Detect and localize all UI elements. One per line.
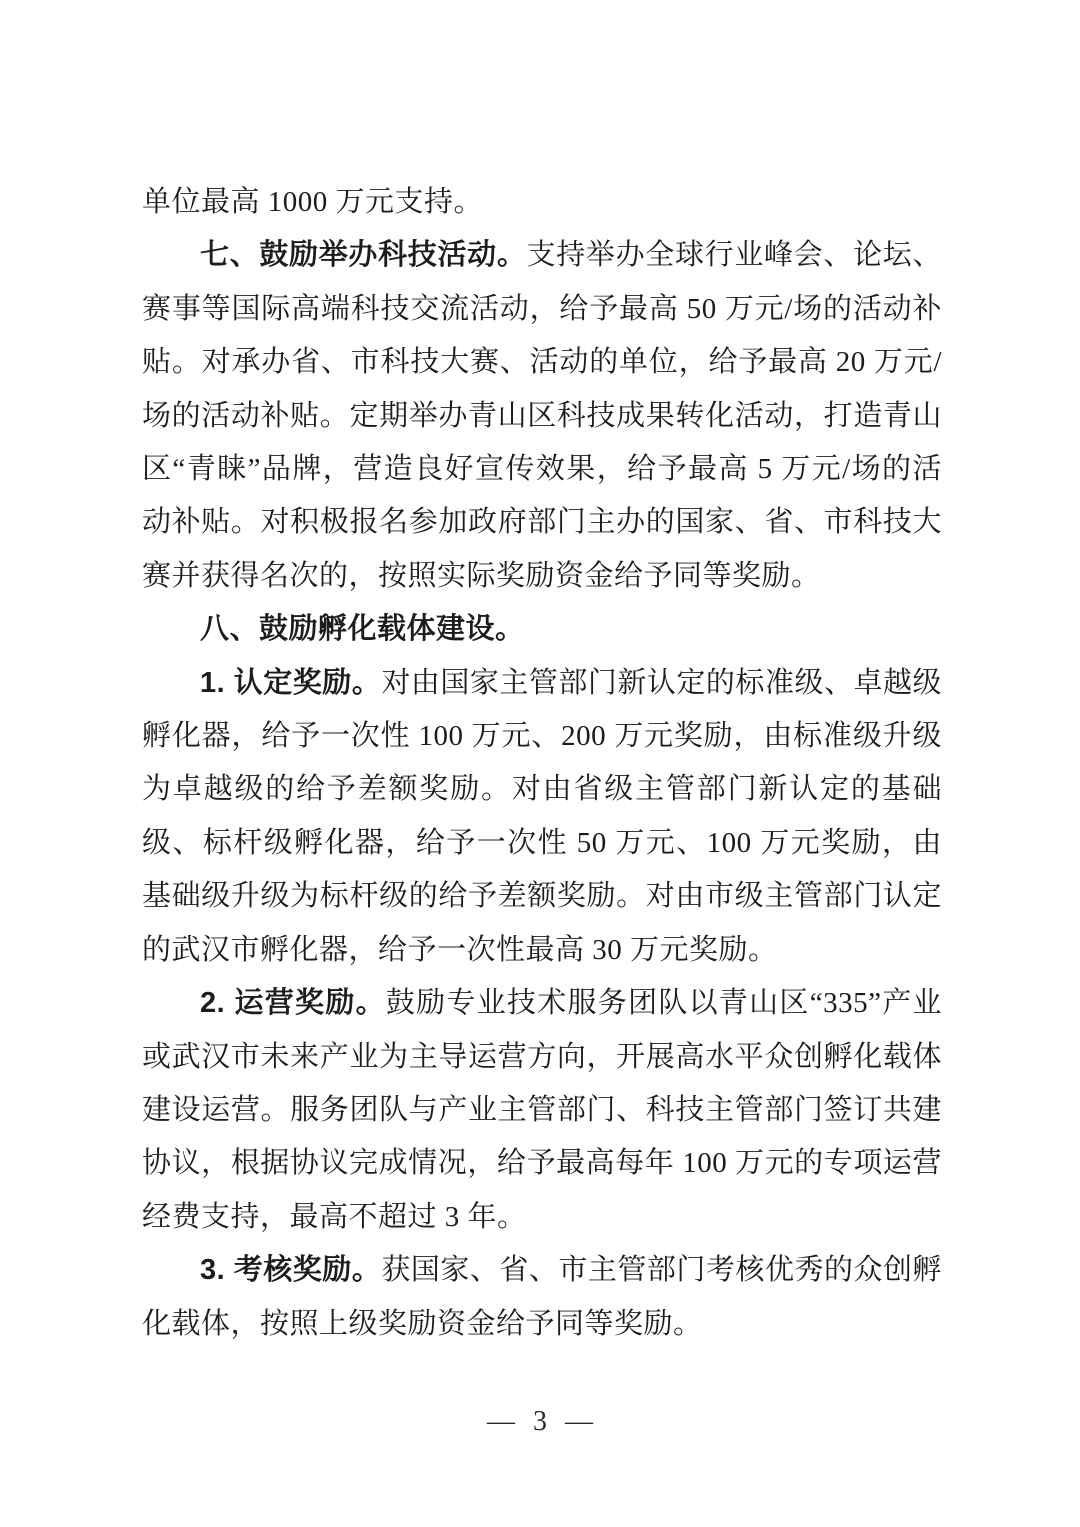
paragraph-text: 支持举办全球行业峰会、论坛、赛事等国际高端科技交流活动，给予最高 50 万元/场的活动补贴。对承办省、市科技大赛、活动的单位，给予最高 20 万元/场的活动补贴。定期举办青山区科技成果转化活动，打造青山区“青睐”品牌，营造良好宣传效果，给予最高 5 万元/场的活动补贴。对积极报名参加政府部门主办的国家、省、市科技大赛并获得名次的，按照实际奖励资金给予同等奖励。 — [142, 239, 942, 592]
section-heading: 七、鼓励举办科技活动。 — [200, 239, 527, 272]
document-body — [142, 176, 942, 1351]
paragraph — [142, 657, 942, 977]
page-number: 3 — [533, 1406, 547, 1437]
paragraph-text: 对由国家主管部门新认定的标准级、卓越级孵化器，给予一次性 100 万元、200 万元奖励，由标准级升级为卓越级的给予差额奖励。对由省级主管部门新认定的基础级、标杆级孵化器，给予一次性 50 万元、100 万元奖励，由基础级升级为标杆级的给予差额奖励。对由市级主管部门认定的武汉市孵化器，给予一次性最高 30 万元奖励。 — [142, 666, 942, 966]
paragraph — [142, 1244, 942, 1351]
paragraph-text: 获国家、省、市主管部门考核优秀的众创孵化载体，按照上级奖励资金给予同等奖励。 — [142, 1254, 942, 1340]
paragraph — [142, 977, 942, 1244]
clause-heading: 2. 运营奖励。 — [200, 987, 386, 1020]
paragraph-text: 单位最高 1000 万元支持。 — [142, 186, 484, 218]
paragraph — [142, 176, 942, 229]
clause-heading: 1. 认定奖励。 — [200, 666, 382, 699]
paragraph-text: 鼓励专业技术服务团队以青山区“335”产业或武汉市未来产业为主导运营方向，开展高水平众创孵化载体建设运营。服务团队与产业主管部门、科技主管部门签订共建协议，根据协议完成情况，给予最高每年 100 万元的专项运营经费支持，最高不超过 3 年。 — [142, 987, 942, 1233]
footer-right-dash: — — [565, 1406, 593, 1437]
paragraph — [142, 229, 942, 603]
paragraph — [142, 603, 942, 656]
footer-left-dash: — — [487, 1406, 515, 1437]
section-heading: 八、鼓励孵化载体建设。 — [200, 613, 525, 646]
page-footer — [0, 1402, 1080, 1442]
clause-heading: 3. 考核奖励。 — [200, 1254, 382, 1287]
